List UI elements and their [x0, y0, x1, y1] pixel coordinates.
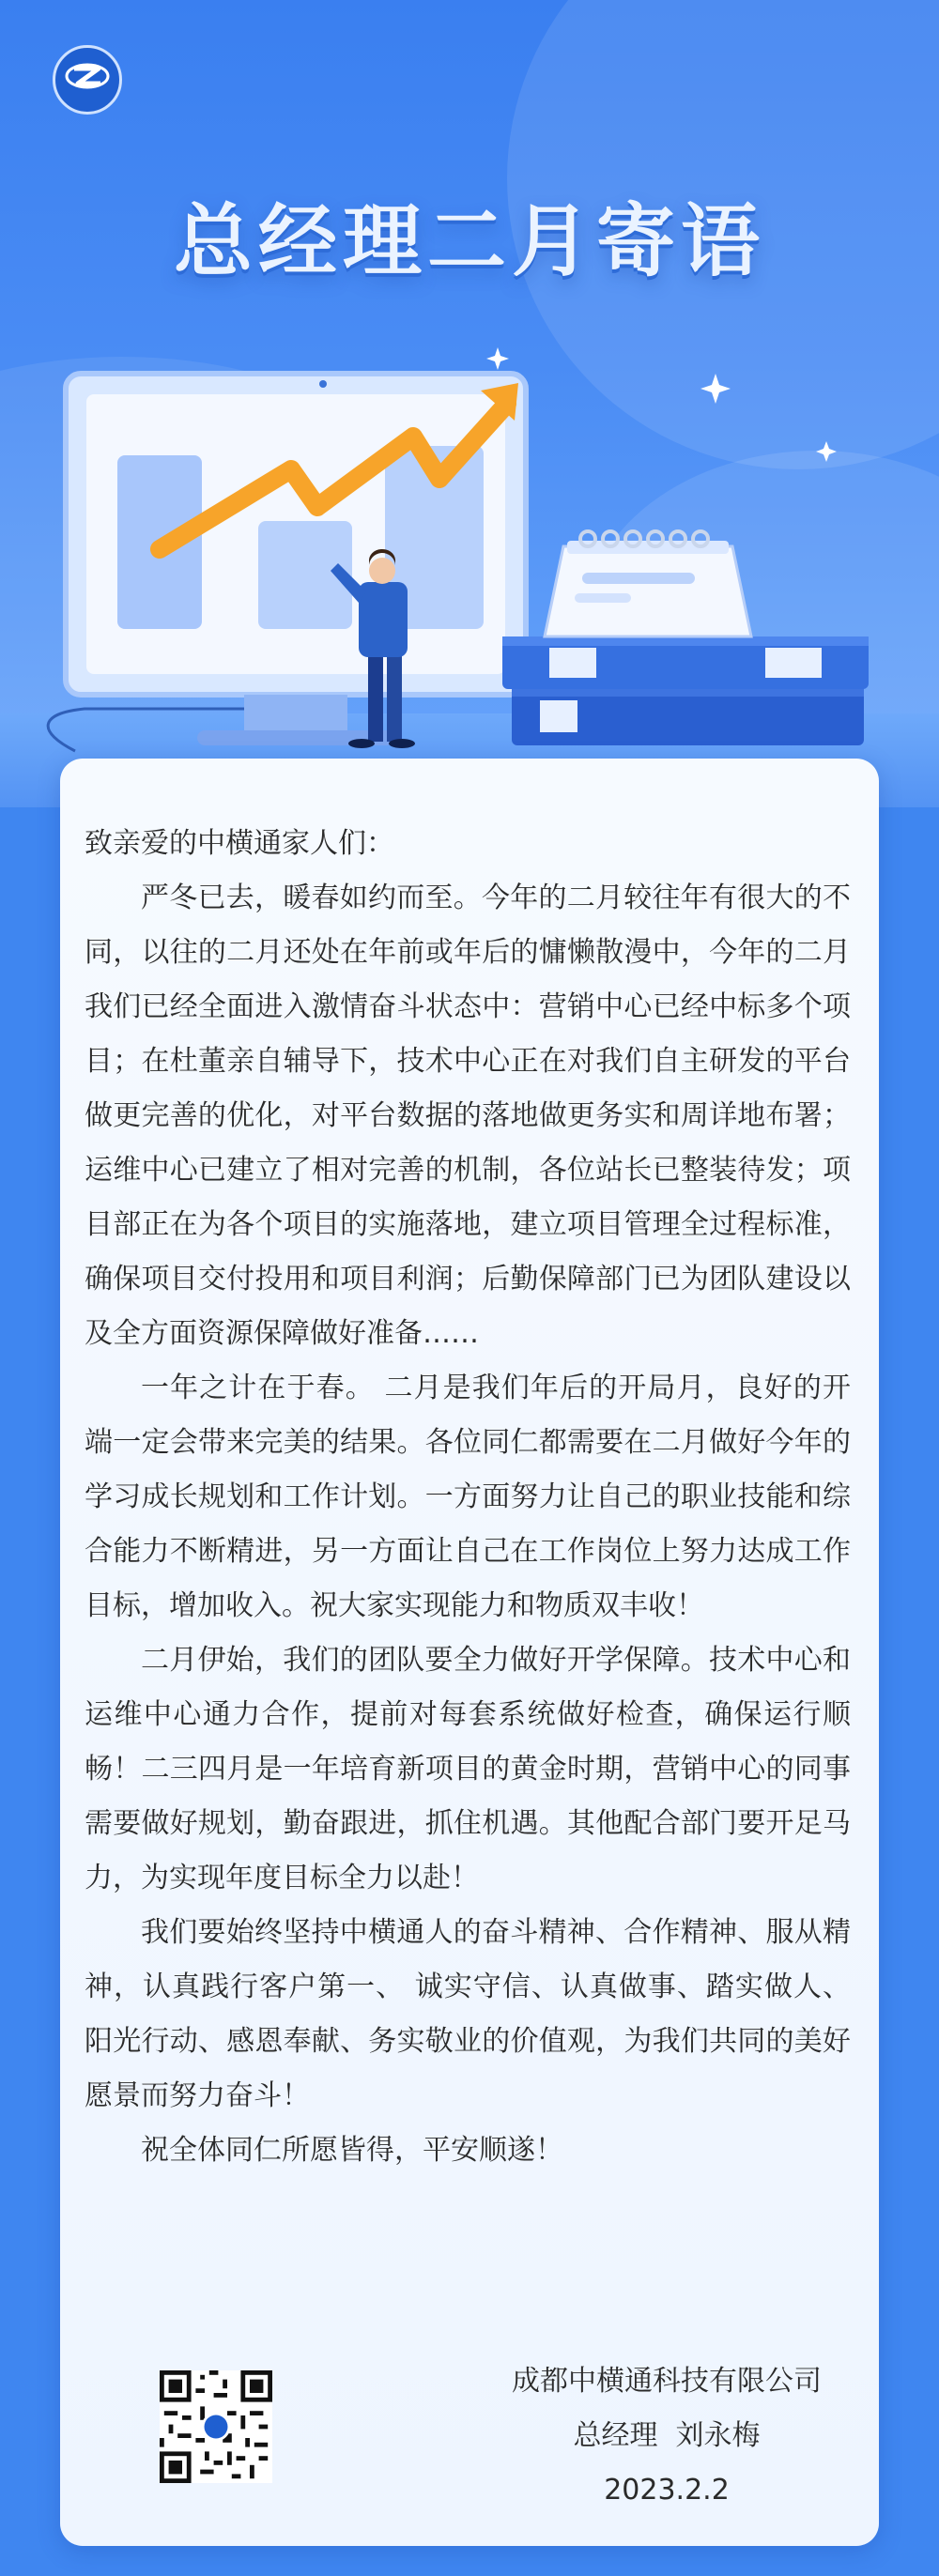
- growth-illustration: [0, 338, 939, 770]
- signature-company: 成都中横通科技有限公司: [512, 2365, 822, 2398]
- page-title: 总经理二月寄语: [173, 194, 765, 287]
- letter-paragraph: 祝全体同仁所愿皆得，平安顺遂！: [141, 2134, 563, 2167]
- sparkle-icon: [816, 441, 837, 462]
- calendar-icon: [545, 531, 751, 636]
- books-stack-icon: [502, 636, 869, 745]
- company-logo-icon: [53, 45, 122, 115]
- letter-paragraph: 二月伊始，我们的团队要全力做好开学保障。技术中心和运维中心通力合作，提前对每套系统做好检查，确保运行顺畅！二三四月是一年培育新项目的黄金时期，营销中心的同事需要做好规划，勤奋跟进，抓住机遇。其他配合部门要开足马力，为实现年度目标全力以赴！: [85, 1644, 851, 1894]
- qr-code-icon: [160, 2370, 272, 2483]
- letter-paragraph: 一年之计在于春。 二月是我们年后的开局月，良好的开端一定会带来完美的结果。各位同仁都需要在二月做好今年的学习成长规划和工作计划。一方面努力让自己的职业技能和综合能力不断精进，另一方面让自己在工作岗位上努力达成工作目标，增加收入。祝大家实现能力和物质双丰收！: [85, 1372, 851, 1622]
- letter-paragraph: 严冬已去，暖春如约而至。今年的二月较往年有很大的不同，以往的二月还处在年前或年后的慵懒散漫中，今年的二月我们已经全面进入激情奋斗状态中：营销中心已经中标多个项目；在杜董亲自辅导下，技术中心正在对我们自主研发的平台做更完善的优化，对平台数据的落地做更务实和周详地布署；运维中心已建立了相对完善的机制，各位站长已整装待发；项目部正在为各个项目的实施落地，建立项目管理全过程标准，确保项目交付投用和项目利润；后勤保障部门已为团队建设以及全方面资源保障做好准备……: [85, 882, 851, 1350]
- monitor-icon: [66, 374, 526, 745]
- signature-date: 2023.2.2: [604, 2474, 730, 2507]
- sparkle-icon: [486, 347, 509, 370]
- signature-name: 总经理 刘永梅: [573, 2419, 761, 2452]
- letter-paragraph: 我们要始终坚持中横通人的奋斗精神、合作精神、服从精神，认真践行客户第一、 诚实守信、认真做事、踏实做人、阳光行动、感恩奉献、务实敬业的价值观，为我们共同的美好愿景而努力奋斗！: [85, 1916, 851, 2112]
- letter-body: [85, 817, 851, 2178]
- signature-block: [460, 2354, 873, 2518]
- sparkle-icon: [700, 374, 731, 404]
- letter-salutation: 致亲爱的中横通家人们：: [85, 827, 394, 860]
